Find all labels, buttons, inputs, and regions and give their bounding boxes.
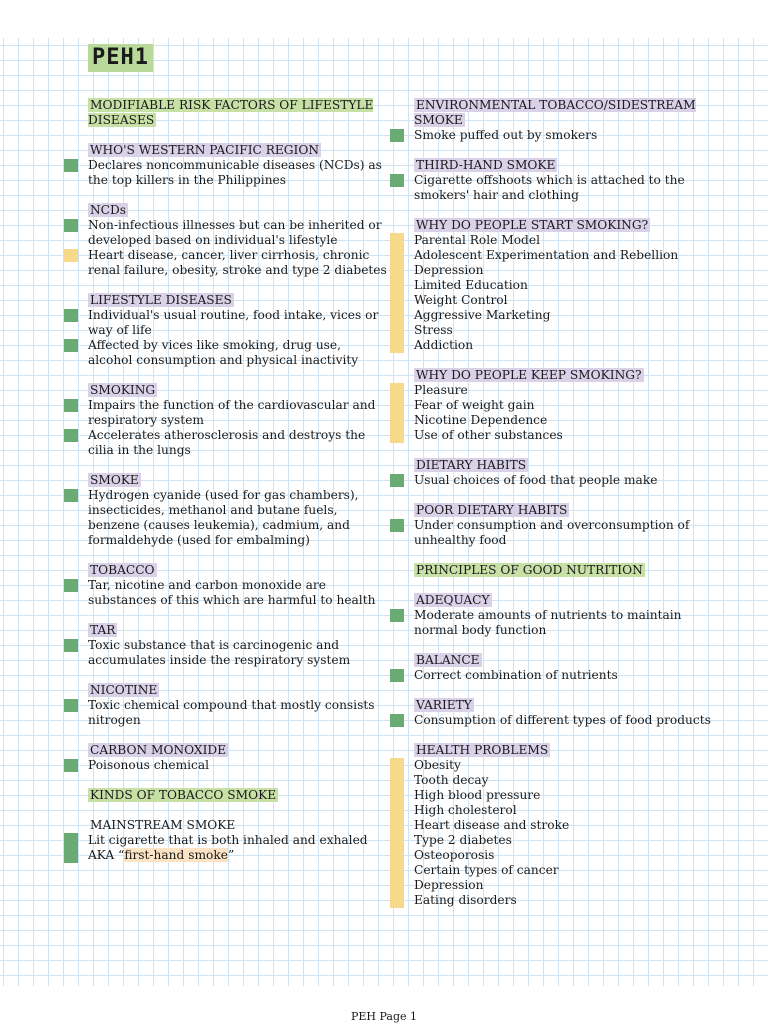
- section-heading: HEALTH PROBLEMS: [416, 743, 549, 757]
- yellow-marker-icon: [390, 233, 404, 353]
- bullet-group: [414, 383, 714, 443]
- section-heading: TOBACCO: [90, 563, 155, 577]
- list-item: Limited Education: [414, 278, 528, 292]
- section-poor-dietary-habits: [414, 503, 714, 548]
- green-marker-icon: [64, 699, 78, 712]
- list-item: Depression: [414, 263, 484, 277]
- list-item: Use of other substances: [414, 428, 563, 442]
- list-item: Stress: [414, 323, 453, 337]
- list-item: Nicotine Dependence: [414, 413, 548, 427]
- section-heading: WHO'S WESTERN PACIFIC REGION: [90, 143, 320, 157]
- green-marker-icon: [64, 489, 78, 502]
- green-marker-icon: [390, 714, 404, 727]
- green-marker-icon: [64, 833, 78, 863]
- section-who-western-pacific: [88, 143, 388, 188]
- green-marker-icon: [390, 609, 404, 622]
- list-item: Pleasure: [414, 383, 468, 397]
- list-item: Heart disease, cancer, liver cirrhosis, chronic renal failure, obesity, stroke and type 2 diabetes: [88, 248, 388, 278]
- section-heading: ADEQUACY: [416, 593, 490, 607]
- section-third-hand-smoke: [414, 158, 714, 203]
- section-environmental-smoke: [414, 98, 714, 143]
- list-item: Correct combination of nutrients: [414, 668, 714, 683]
- list-item: Depression: [414, 878, 484, 892]
- list-item: Accelerates atherosclerosis and destroys the cilia in the lungs: [88, 428, 388, 458]
- section-heading: BALANCE: [416, 653, 480, 667]
- green-marker-icon: [390, 519, 404, 532]
- list-item: High blood pressure: [414, 788, 541, 802]
- top-margin: [0, 0, 768, 38]
- green-marker-icon: [64, 639, 78, 652]
- left-column: [88, 98, 388, 878]
- section-heading: NCDs: [90, 203, 127, 217]
- green-marker-icon: [64, 219, 78, 232]
- section-dietary-habits: [414, 458, 714, 488]
- section-heading: ENVIRONMENTAL TOBACCO/SIDESTREAM SMOKE: [414, 98, 696, 127]
- yellow-marker-icon: [390, 383, 404, 443]
- green-marker-icon: [64, 159, 78, 172]
- green-marker-icon: [64, 579, 78, 592]
- section-heading: LIFESTYLE DISEASES: [90, 293, 232, 307]
- section-heading: DIETARY HABITS: [416, 458, 527, 472]
- list-item: Usual choices of food that people make: [414, 473, 714, 488]
- section-carbon-monoxide: [88, 743, 388, 773]
- list-item: Poisonous chemical: [88, 758, 388, 773]
- section-adequacy: [414, 593, 714, 638]
- list-item: Affected by vices like smoking, drug use, alcohol consumption and physical inactivity: [88, 338, 388, 368]
- list-item: Non-infectious illnesses but can be inherited or developed based on individual's lifestyle: [88, 218, 388, 248]
- section-ncds: [88, 203, 388, 278]
- section-heading: VARIETY: [416, 698, 472, 712]
- section-smoking: [88, 383, 388, 458]
- list-item: Smoke puffed out by smokers: [414, 128, 714, 143]
- section-principles-good-nutrition: [414, 563, 714, 578]
- list-item: High cholesterol: [414, 803, 517, 817]
- section-tobacco: [88, 563, 388, 608]
- section-heading: SMOKING: [90, 383, 156, 397]
- green-marker-icon: [64, 429, 78, 442]
- section-heading: THIRD-HAND SMOKE: [416, 158, 556, 172]
- green-marker-icon: [390, 669, 404, 682]
- green-marker-icon: [64, 339, 78, 352]
- bullet-group: [414, 758, 714, 908]
- list-item: Adolescent Experimentation and Rebellion: [414, 248, 679, 262]
- list-item: Lit cigarette that is both inhaled and exhaled AKA “first-hand smoke”: [88, 833, 388, 863]
- section-health-problems: [414, 743, 714, 908]
- page-title: PEH1: [88, 44, 153, 72]
- list-item: Heart disease and stroke: [414, 818, 570, 832]
- section-heading: WHY DO PEOPLE KEEP SMOKING?: [416, 368, 642, 382]
- yellow-marker-icon: [64, 249, 78, 262]
- section-heading: MODIFIABLE RISK FACTORS OF LIFESTYLE DISEASES: [88, 98, 374, 127]
- list-item: Declares noncommunicable diseases (NCDs) as the top killers in the Philippines: [88, 158, 388, 188]
- section-mainstream-smoke: [88, 818, 388, 863]
- section-heading: TAR: [90, 623, 116, 637]
- green-marker-icon: [64, 759, 78, 772]
- list-item: Osteoporosis: [414, 848, 495, 862]
- section-lifestyle-diseases: [88, 293, 388, 368]
- list-item: Under consumption and overconsumption of unhealthy food: [414, 518, 714, 548]
- list-item: Tooth decay: [414, 773, 489, 787]
- right-column: [414, 98, 714, 923]
- section-nicotine: [88, 683, 388, 728]
- list-item: Cigarette offshoots which is attached to the smokers' hair and clothing: [414, 173, 714, 203]
- green-marker-icon: [390, 129, 404, 142]
- section-heading: WHY DO PEOPLE START SMOKING?: [416, 218, 649, 232]
- section-heading: MAINSTREAM SMOKE: [90, 818, 236, 832]
- section-kinds-of-tobacco-smoke: [88, 788, 388, 803]
- section-heading: NICOTINE: [90, 683, 158, 697]
- list-item: Impairs the function of the cardiovascular and respiratory system: [88, 398, 388, 428]
- list-item: Addiction: [414, 338, 474, 352]
- list-item: Fear of weight gain: [414, 398, 535, 412]
- yellow-marker-icon: [390, 758, 404, 908]
- green-marker-icon: [390, 474, 404, 487]
- section-why-start-smoking: [414, 218, 714, 353]
- list-item: Toxic substance that is carcinogenic and accumulates inside the respiratory system: [88, 638, 388, 668]
- list-item: Certain types of cancer: [414, 863, 559, 877]
- bullet-group: [414, 233, 714, 353]
- highlighted-term: first-hand smoke: [124, 848, 228, 862]
- section-heading: SMOKE: [90, 473, 139, 487]
- section-modifiable-risk-factors: [88, 98, 388, 128]
- list-item: Hydrogen cyanide (used for gas chambers), insecticides, methanol and butane fuels, benzene (causes leukemia), cadmium, and formaldehyde (used for embalming): [88, 488, 388, 548]
- section-heading: POOR DIETARY HABITS: [416, 503, 568, 517]
- list-item: Consumption of different types of food products: [414, 713, 714, 728]
- page-footer: PEH Page 1: [350, 1010, 418, 1023]
- section-heading: KINDS OF TOBACCO SMOKE: [90, 788, 277, 802]
- list-item: Weight Control: [414, 293, 508, 307]
- list-item: Individual's usual routine, food intake, vices or way of life: [88, 308, 388, 338]
- section-variety: [414, 698, 714, 728]
- green-marker-icon: [64, 399, 78, 412]
- section-smoke: [88, 473, 388, 548]
- list-item: Parental Role Model: [414, 233, 540, 247]
- list-item: Type 2 diabetes: [414, 833, 512, 847]
- section-heading: PRINCIPLES OF GOOD NUTRITION: [416, 563, 643, 577]
- section-tar: [88, 623, 388, 668]
- list-item: Aggressive Marketing: [414, 308, 551, 322]
- section-why-keep-smoking: [414, 368, 714, 443]
- list-item: Eating disorders: [414, 893, 517, 907]
- section-balance: [414, 653, 714, 683]
- list-item: Obesity: [414, 758, 461, 772]
- green-marker-icon: [390, 174, 404, 187]
- list-item: Toxic chemical compound that mostly consists nitrogen: [88, 698, 388, 728]
- list-item: Moderate amounts of nutrients to maintain normal body function: [414, 608, 714, 638]
- section-heading: CARBON MONOXIDE: [90, 743, 227, 757]
- list-item: Tar, nicotine and carbon monoxide are substances of this which are harmful to health: [88, 578, 388, 608]
- green-marker-icon: [64, 309, 78, 322]
